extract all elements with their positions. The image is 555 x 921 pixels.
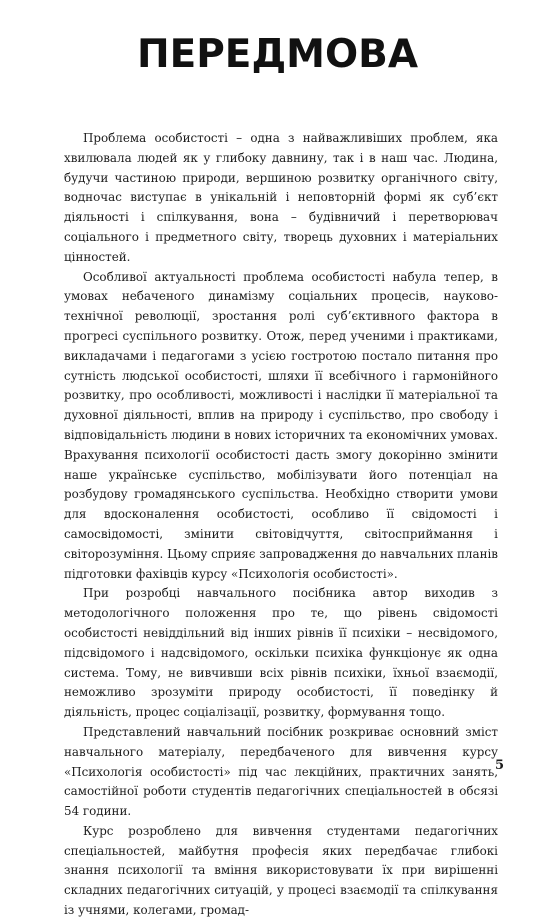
paragraph: Курс розроблено для вивчення студентами педагогічних спеціальностей, майбутня професія яких передбачає глибокі знання психології та вміння використовувати їх при вирішенні складних педагогічних ситуацій, у процесі взаємодії та спілкування із учнями, колегами, громад- [64, 823, 498, 918]
page-title: ПЕРЕДМОВА [136, 32, 419, 77]
paragraph: При розробці навчального посібника автор виходив з методологічного положення про те, що рівень свідомості особистості невіддільний від інших рівнів її психіки – несвідомого, підсвідомого і надсвідомого, оскільки психіка функціонує як одна система. Тому, не вивчивши всіх рівнів психіки, їхньої взаємодії, неможливо зрозуміти природу особистості, її поведінку й діяльність, процес соціалізації, розвитку, формування тощо. [64, 586, 498, 720]
paragraph: Особливої актуальності проблема особистості набула тепер, в умовах небаченого динамізму соціальних процесів, науково-технічної революції, зростання ролі суб’єктивного фактора в прогресі суспільного розвитку. Отож, перед ученими і практиками, викладачами і педагогами з усією гостротою постало питання про сутність людської особистості, шляхи її всебічного і гармонійного розвитку, про особливості, можливості і наслідки її матеріальної та духовної діяльності, вплив на природу і суспільство, про свободу і відповідальність людини в нових історичних та економічних умовах. Врахування психології особистості дасть змогу докорінно змінити наше українське суспільство, мобілізувати його потенціал на розбудову громадянського суспільства. Необхідно створити умови для вдосконалення особистості, особливо її свідомості і самосвідомості, змінити світовідчуття, світосприймання і світорозуміння. Цьому сприяє запровадження до навчальних планів підготовки фахівців курсу «Психологія особистості». [64, 269, 498, 581]
body-text [64, 129, 498, 921]
paragraph: Проблема особистості – одна з найважливіших проблем, яка хвилювала людей як у глибоку давнину, так і в наш час. Людина, будучи частиною природи, вершиною розвитку органічного світу, водночас виступає в унікальній і неповторній формі як суб’єкт діяльності і спілкування, вона – будівничий і перетворювач соціального і предметного світу, творець духовних і матеріальних цінностей. [64, 131, 498, 264]
paragraph: Представлений навчальний посібник розкриває основний зміст навчального матеріалу, передбаченого для вивчення курсу «Психологія особистості» під час лекційних, практичних занять, самостійної роботи студентів педагогічних спеціальностей в обсязі 54 години. [64, 724, 498, 819]
page-number: 5 [494, 758, 504, 773]
